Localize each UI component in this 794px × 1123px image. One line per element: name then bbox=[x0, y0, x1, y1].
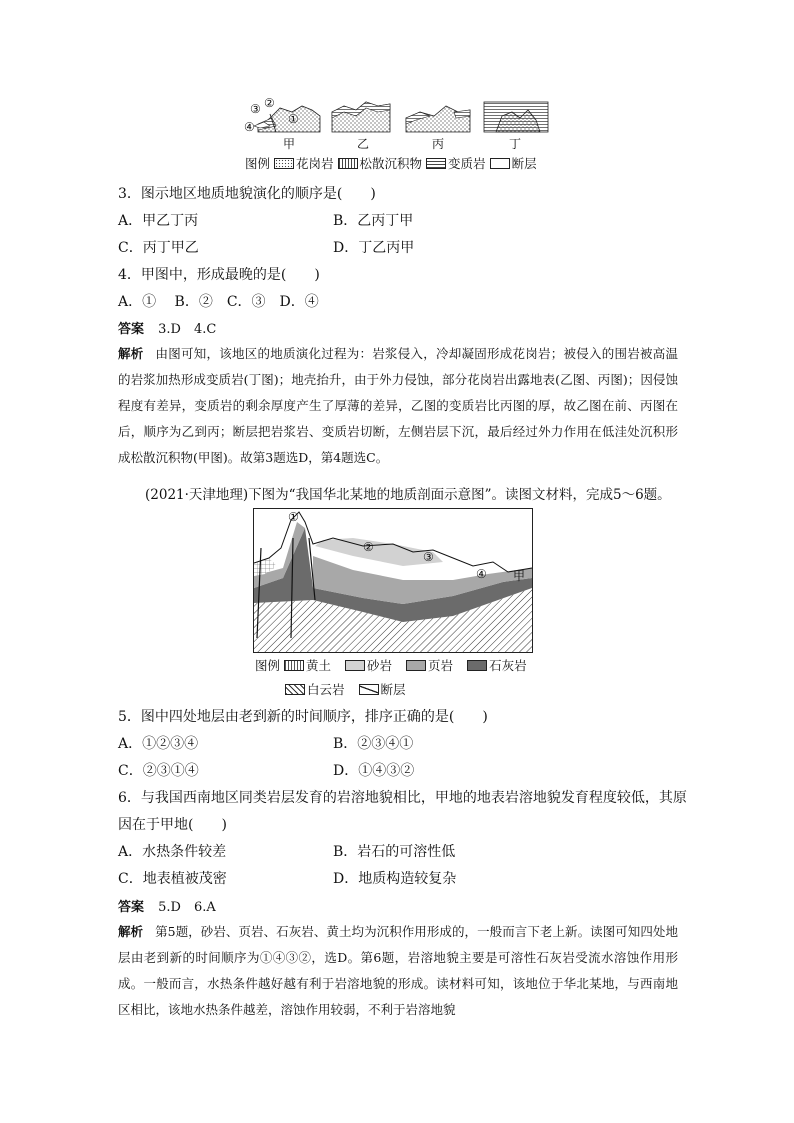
fault-swatch bbox=[490, 158, 510, 169]
fig2-marker-2: ② bbox=[363, 540, 374, 554]
dolomite-swatch bbox=[285, 684, 305, 695]
panel-bing bbox=[406, 106, 470, 132]
fig1-marker-1: ① bbox=[288, 112, 299, 126]
fig2-marker-4: ④ bbox=[476, 567, 487, 581]
loess-swatch bbox=[284, 660, 304, 671]
q6-option-c[interactable]: C．地表植被茂密 bbox=[118, 871, 227, 887]
fig1-marker-3: ③ bbox=[250, 102, 261, 116]
q6-option-a[interactable]: A．水热条件较差 bbox=[118, 844, 227, 860]
panel-ding bbox=[484, 102, 548, 132]
legend-limestone: 石灰岩 bbox=[489, 658, 527, 673]
panel-yi bbox=[332, 102, 390, 132]
legend-sandstone: 砂岩 bbox=[367, 658, 393, 673]
question-6-stem-line1: 6．与我国西南地区同类岩层发育的岩溶地貌相比，甲地的地表岩溶地貌发育程度较低，其原 bbox=[118, 790, 687, 806]
limestone-swatch bbox=[467, 660, 487, 671]
explanation-1 bbox=[118, 341, 678, 471]
fig1-marker-4: ④ bbox=[244, 120, 255, 134]
answer-label: 答案 bbox=[118, 322, 145, 337]
fig2-legend-row-1 bbox=[255, 656, 527, 674]
sediment-swatch bbox=[338, 158, 358, 169]
fig2-place-label: 甲 bbox=[513, 569, 526, 583]
q3-option-a[interactable]: A．甲乙丁丙 bbox=[118, 213, 199, 229]
explanation-label: 解析 bbox=[118, 346, 144, 361]
q6-option-b[interactable]: B．岩石的可溶性低 bbox=[333, 844, 456, 860]
legend-dolomite: 白云岩 bbox=[307, 682, 345, 697]
legend-fault: 断层 bbox=[511, 156, 537, 171]
explanation-text: 由图可知，该地区的地质演化过程为：岩浆侵入，冷却凝固形成花岗岩；被侵入的围岩被高温的岩浆加热形成变质岩(丁图)；地壳抬升，由于外力侵蚀，部分花岗岩出露地表(乙图、丙图)；因侵蚀程度有差异，变质岩的剩余厚度产生了厚薄的差异，乙图的变质岩比丙图的厚，故乙图在前、丙图在后，顺序为乙到丙；断层把岩浆岩、变质岩切断，左侧岩层下沉，最后经过外力作用在低洼处沉积形成松散沉积物(甲图)。故第3题选D，第4题选C。 bbox=[118, 346, 678, 465]
q3-option-d[interactable]: D．丁乙丙甲 bbox=[333, 240, 415, 256]
question-6-stem-line2: 因在于甲地( ) bbox=[118, 817, 227, 833]
q4-options[interactable]: A．① B．② C．③ D．④ bbox=[118, 294, 319, 310]
answer-block-1 bbox=[118, 318, 216, 337]
fig1-legend bbox=[245, 154, 537, 172]
q5-option-c[interactable]: C．②③①④ bbox=[118, 763, 199, 779]
answer-text: 3.D 4.C bbox=[158, 322, 217, 337]
panel-label-ding: 丁 bbox=[509, 137, 522, 151]
panel-label-bing: 丙 bbox=[432, 137, 445, 151]
answer-block-2 bbox=[118, 896, 216, 915]
q5-option-d[interactable]: D．①④③② bbox=[333, 763, 415, 779]
question-4-stem: 4．甲图中，形成最晚的是( ) bbox=[118, 267, 320, 283]
question-3-stem: 3．图示地区地质地貌演化的顺序是( ) bbox=[118, 186, 376, 202]
explanation2-label: 解析 bbox=[118, 924, 144, 939]
q3-option-b[interactable]: B．乙丙丁甲 bbox=[333, 213, 414, 229]
q5-option-b[interactable]: B．②③④① bbox=[333, 736, 414, 752]
q6-option-d[interactable]: D．地质构造较复杂 bbox=[333, 871, 457, 887]
sandstone-swatch bbox=[345, 660, 365, 671]
fig2-legend-row-2 bbox=[281, 680, 406, 698]
legend-title: 图例 bbox=[245, 156, 271, 171]
fig2-legend-title: 图例 bbox=[255, 658, 281, 673]
legend-metamorphic: 变质岩 bbox=[448, 156, 486, 171]
intro-q5-6: (2021·天津地理)下图为“我国华北某地的地质剖面示意图”。读图文材料，完成5～6题。 bbox=[145, 487, 671, 503]
panel-label-jia: 甲 bbox=[283, 137, 296, 151]
answer2-label: 答案 bbox=[118, 900, 145, 915]
q3-option-c[interactable]: C．丙丁甲乙 bbox=[118, 240, 199, 256]
legend-granite: 花岗岩 bbox=[296, 156, 334, 171]
explanation-2 bbox=[118, 919, 678, 1023]
fig2-marker-3: ③ bbox=[423, 550, 434, 564]
legend-sediment: 松散沉积物 bbox=[359, 156, 423, 171]
answer2-text: 5.D 6.A bbox=[158, 900, 216, 915]
panel-label-yi: 乙 bbox=[357, 137, 370, 151]
fault-line-swatch bbox=[359, 684, 379, 695]
granite-swatch bbox=[274, 158, 294, 169]
question-5-stem: 5．图中四处地层由老到新的时间顺序，排序正确的是( ) bbox=[118, 709, 488, 725]
metamorphic-swatch bbox=[426, 158, 446, 169]
fig2-marker-1: ① bbox=[288, 510, 299, 524]
explanation2-text: 第5题，砂岩、页岩、石灰岩、黄土均为沉积作用形成的，一般而言下老上新。读图可知四处地层由老到新的时间顺序为①④③②，选D。第6题，岩溶地貌主要是可溶性石灰岩受流水溶蚀作用形成。一般而言，水热条件越好越有利于岩溶地貌的形成。读材料可知，该地位于华北某地，与西南地区相比，该地水热条件越差，溶蚀作用较弱，不利于岩溶地貌 bbox=[118, 924, 678, 1017]
figure-geological-profile bbox=[253, 508, 533, 653]
legend-loess: 黄土 bbox=[306, 658, 332, 673]
shale-swatch bbox=[406, 660, 426, 671]
fig1-marker-2: ② bbox=[264, 96, 275, 110]
q5-option-a[interactable]: A．①②③④ bbox=[118, 736, 199, 752]
legend-shale: 页岩 bbox=[428, 658, 454, 673]
legend-fault-line: 断层 bbox=[380, 682, 406, 697]
geological-profile-diagram bbox=[253, 508, 533, 653]
